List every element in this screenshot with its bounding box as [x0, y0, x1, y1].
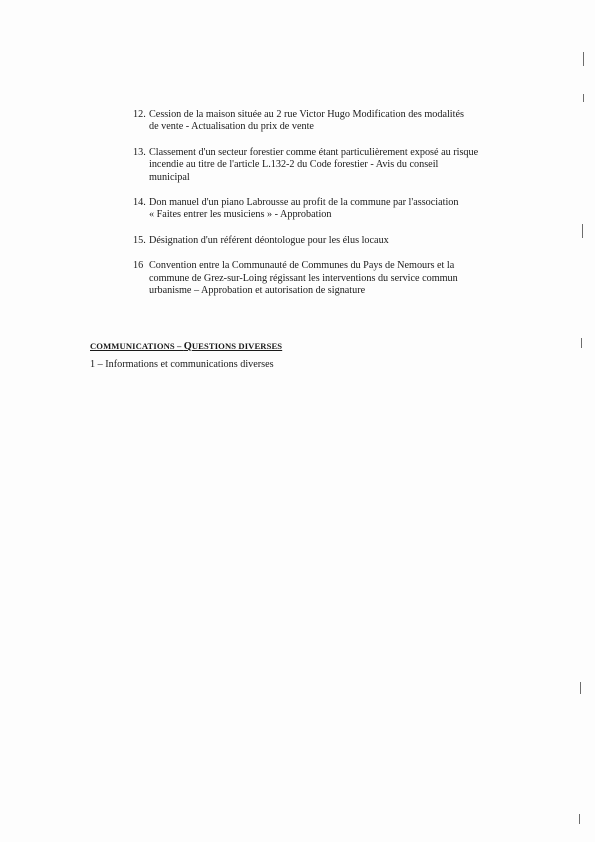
scan-artifact	[583, 94, 584, 102]
agenda-item-text	[149, 109, 517, 134]
agenda-item-number: 12.	[133, 109, 146, 120]
agenda-item-number: 16	[133, 260, 144, 272]
agenda-item-line: Don manuel d'un piano Labrousse au profit de la commune par l'association	[149, 197, 459, 209]
heading-part-2: UESTIONS DIVERSES	[191, 341, 283, 351]
agenda-item-line: urbanisme – Approbation et autorisation de signature	[149, 285, 366, 297]
agenda-item-15	[133, 235, 517, 247]
agenda-item-13	[133, 147, 517, 184]
agenda-item-line: de vente - Actualisation du prix de vente	[149, 121, 314, 133]
communications-item: 1 – Informations et communications diverses	[90, 359, 274, 370]
heading-part-1: COMMUNICATIONS –	[90, 341, 184, 351]
agenda-item-number: 15.	[133, 234, 146, 246]
communications-heading	[90, 341, 282, 352]
agenda-item-line: Convention entre la Communauté de Communes du Pays de Nemours et la	[149, 260, 455, 272]
agenda-item-number: 14.	[133, 197, 146, 209]
agenda-item-number: 13.	[133, 146, 146, 158]
agenda-item-text	[149, 147, 517, 184]
agenda-item-line: commune de Grez-sur-Loing régissant les interventions du service commun	[149, 272, 458, 284]
agenda-item-14	[133, 197, 517, 222]
scan-artifact	[581, 338, 582, 348]
agenda-item-line: municipal	[149, 171, 190, 183]
heading-big-letter: Q	[183, 341, 192, 352]
agenda-item-text	[149, 197, 517, 222]
agenda-item-16	[133, 260, 517, 297]
agenda-item-12	[133, 109, 517, 134]
agenda-item-line: Désignation d'un référent déontologue pour les élus locaux	[149, 234, 389, 246]
agenda-item-line: Classement d'un secteur forestier comme étant particulièrement exposé au risque	[149, 146, 479, 158]
scan-artifact	[580, 682, 581, 694]
agenda-item-text	[149, 260, 517, 297]
agenda-item-line: incendie au titre de l'article L.132-2 du Code forestier - Avis du conseil	[149, 159, 439, 171]
agenda-list	[133, 109, 517, 310]
agenda-item-text	[149, 235, 517, 247]
scan-artifact	[582, 224, 583, 238]
scan-artifact	[579, 814, 580, 824]
scan-artifact	[583, 52, 584, 66]
agenda-item-line: Cession de la maison située au 2 rue Victor Hugo Modification des modalités	[149, 109, 464, 120]
agenda-item-line: « Faites entrer les musiciens » - Approbation	[149, 209, 332, 221]
